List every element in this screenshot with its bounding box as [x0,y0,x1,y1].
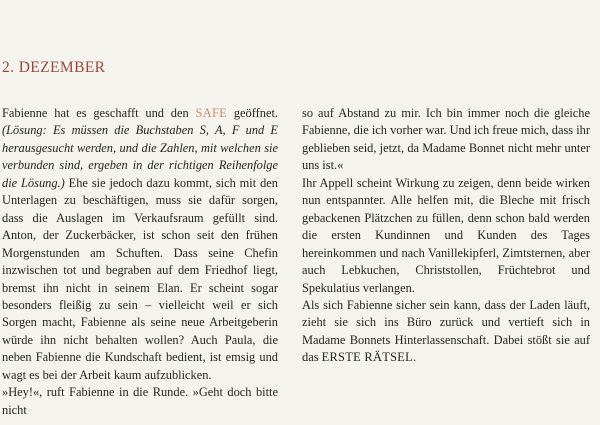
text-column-right [302,105,590,367]
paragraph [302,297,590,367]
body-text: Fabienne hat es geschafft und den [2,106,196,120]
text-column-left [2,105,278,419]
chapter-heading: 2. DEZEMBER [2,59,106,76]
body-text: geöffnet. [227,106,278,120]
paragraph: Ihr Appell scheint Wirkung zu zeigen, denn beide wirken nun entspannter. Alle helfen mit, die Bleche mit frisch gebackenen Plätzchen zu füllen, denn schon bald werden die ersten Kundinnen und Kunden des Tages hereinkommen und nach Vanillekipferl, Zimtsternen, aber auch Lebkuchen, Christstollen, Früchtebrot und Spekulatius verlangen. [302,175,590,295]
body-text: . [413,350,417,365]
highlight-word-safe: SAFE [195,106,228,120]
solution-hint: (Lösung: Es müssen die Buchstaben S, A, F und E herausgesucht werden, und die Zahlen, mit welchen sie verbunden sind, ergeben in der richtigen Reihenfolge die Lösung.) [2,123,278,190]
highlight-erste-raetsel: ERSTE RÄTSEL [321,350,413,365]
paragraph [2,105,278,384]
body-text: Ehe sie jedoch dazu kommt, sich mit den Unterlagen zu beschäftigen, muss sie dafür sorgen, dass die Auslagen im Verkaufsraum gefüllt sind. Anton, der Zuckerbäcker, ist schon seit den frühen Morgenstunden am Schuften. Dass seine Chefin inzwischen tot und begraben auf dem Friedhof liegt, bremst ihn nicht in seinem Elan. Er scheint sogar besonders fleißig zu sein – vielleicht weil er sich Sorgen macht, Fabienne als seine neue Arbeitgeberin würde ihn nicht behalten wollen? Auch Paula, die neben Fabienne die Kundschaft bedient, ist emsig und wagt es bei der Arbeit kaum aufzublicken. [2,175,278,382]
paragraph: »Hey!«, ruft Fabienne in die Runde. »Geht doch bitte nicht [2,385,278,417]
body-text: Als sich Fabienne sicher sein kann, dass der Laden läuft, zieht sie sich ins Büro zurück und vertieft sich in Madame Bonnets Hinterlassenschaft. Dabei stößt sie auf das [302,297,590,365]
paragraph: so auf Abstand zu mir. Ich bin immer noch die gleiche Fabienne, die ich vorher war. Und ich freue mich, dass ihr geblieben seid, jetzt, da Madame Bonnet nicht mehr unter uns ist.« [302,106,590,173]
